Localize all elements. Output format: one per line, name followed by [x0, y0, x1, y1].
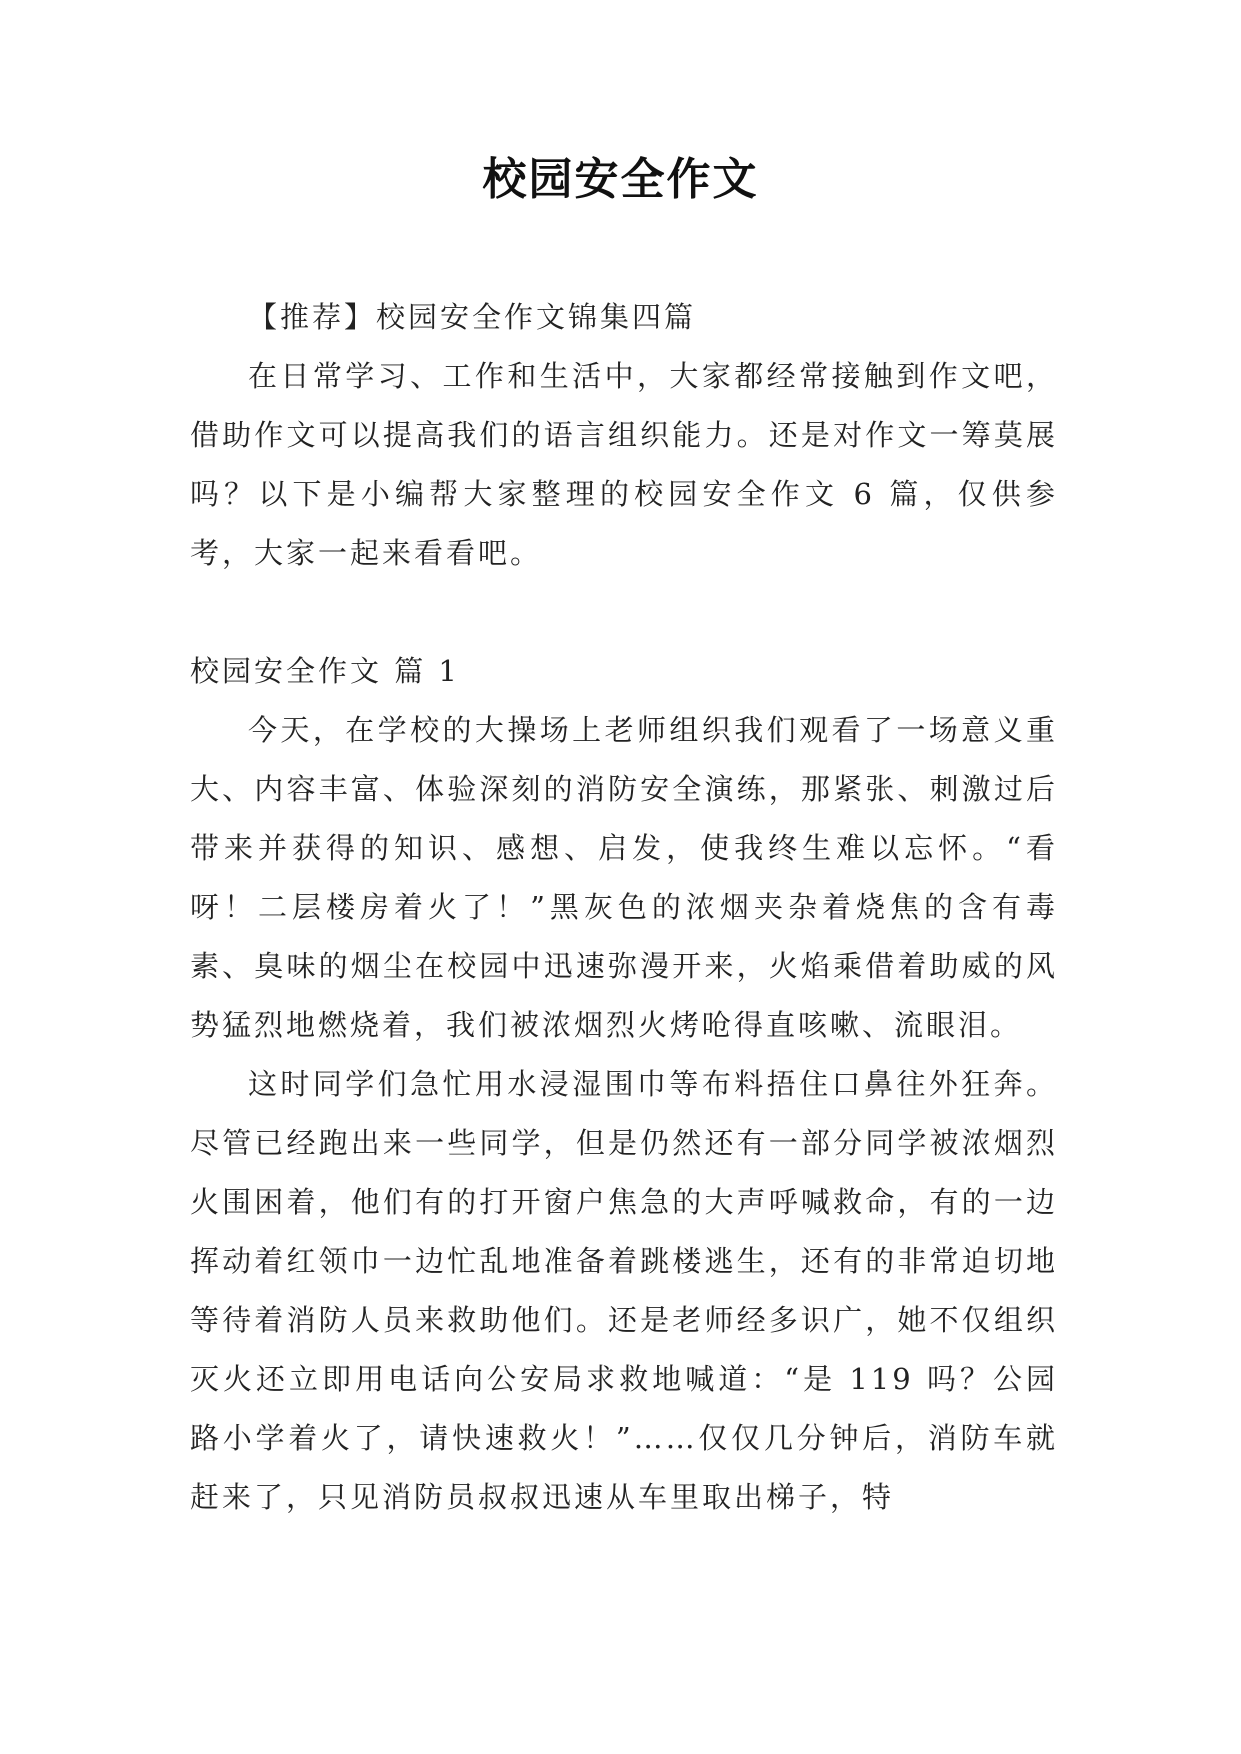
document-body	[190, 288, 1058, 1527]
intro-paragraph: 在日常学习、工作和生活中，大家都经常接触到作文吧，借助作文可以提高我们的语言组织能力。还是对作文一筹莫展吗？以下是小编帮大家整理的校园安全作文 6 篇，仅供参考，大家一起来看看吧。	[190, 359, 1058, 570]
intro-heading: 【推荐】校园安全作文锦集四篇	[248, 300, 697, 334]
page-title: 校园安全作文	[482, 154, 759, 205]
section-paragraph-2: 这时同学们急忙用水浸湿围巾等布料捂住口鼻往外狂奔。尽管已经跑出来一些同学，但是仍然还有一部分同学被浓烟烈火围困着，他们有的打开窗户焦急的大声呼喊救命，有的一边挥动着红领巾一边忙乱地准备着跳楼逃生，还有的非常迫切地等待着消防人员来救助他们。还是老师经多识广，她不仅组织灭火还立即用电话向公安局求救地喊道：“是 119 吗？公园路小学着火了，请快速救火！”……仅仅几分钟后，消防车就赶来了，只见消防员叔叔迅速从车里取出梯子，特	[190, 1067, 1058, 1514]
section-spacer	[190, 583, 1058, 642]
section-heading: 校园安全作文 篇 1	[190, 654, 460, 688]
section-paragraph-1: 今天，在学校的大操场上老师组织我们观看了一场意义重大、内容丰富、体验深刻的消防安全演练，那紧张、刺激过后带来并获得的知识、感想、启发，使我终生难以忘怀。“看呀！二层楼房着火了！”黑灰色的浓烟夹杂着烧焦的含有毒素、臭味的烟尘在校园中迅速弥漫开来，火焰乘借着助威的风势猛烈地燃烧着，我们被浓烟烈火烤呛得直咳嗽、流眼泪。	[190, 713, 1058, 1042]
